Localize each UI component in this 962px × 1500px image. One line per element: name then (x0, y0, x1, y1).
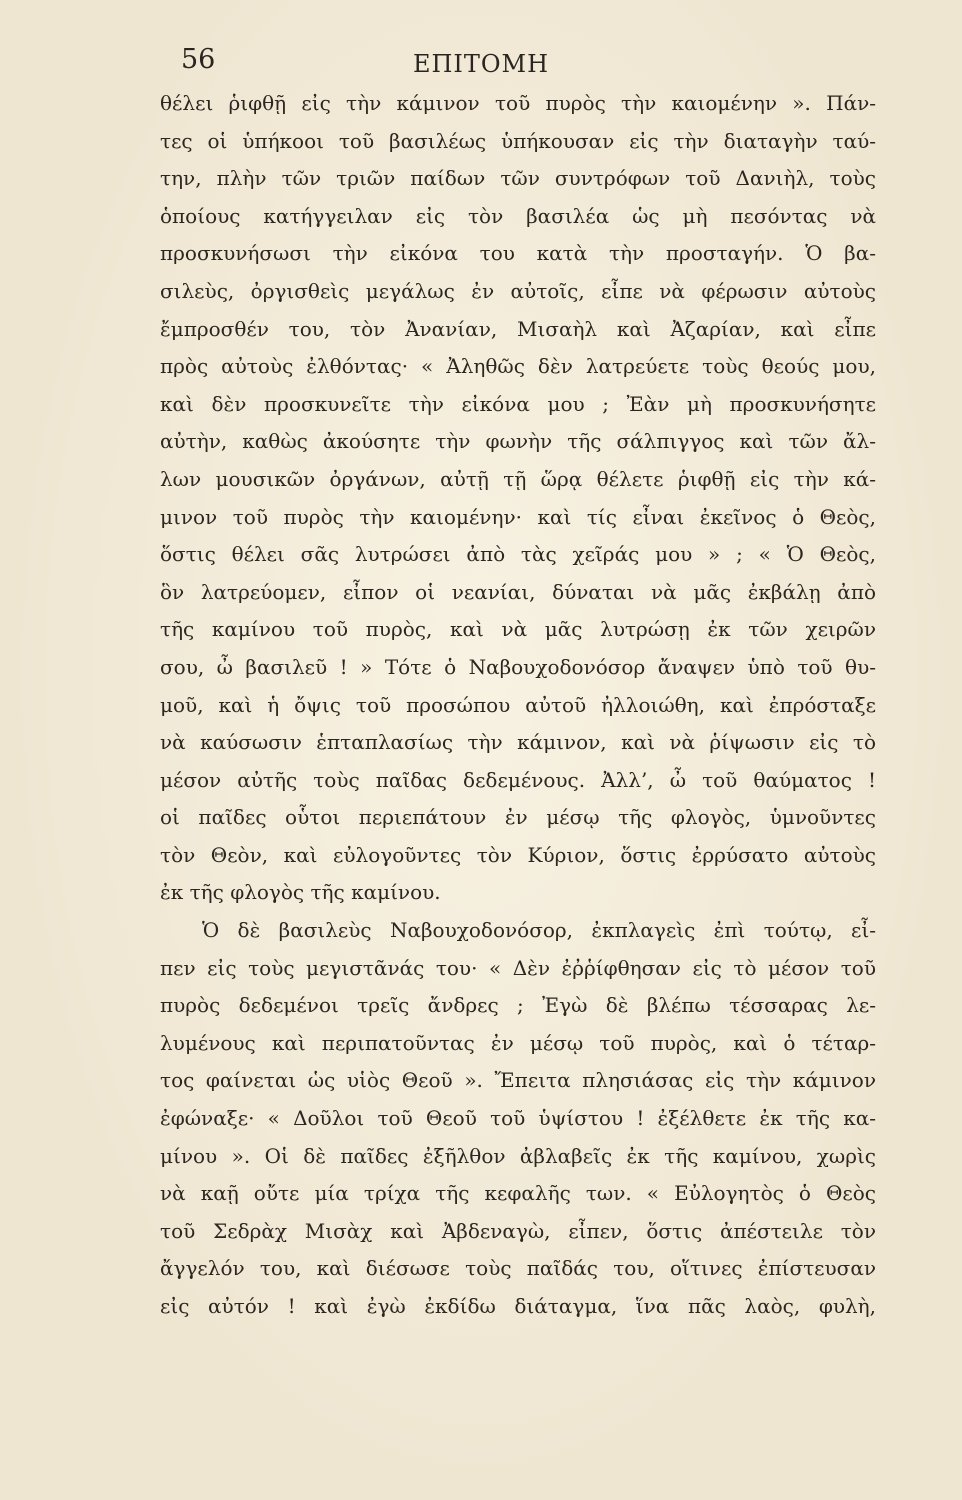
text-line: ὅστις θέλει σᾶς λυτρώσει ἀπὸ τὰς χεῖράς μου » ; « Ὁ Θεὸς, (160, 542, 876, 567)
text-line: νὰ καύσωσιν ἑπταπλασίως τὴν κάμινον, καὶ νὰ ῥίψωσιν εἰς τὸ (160, 730, 876, 755)
text-line: την, πλὴν τῶν τριῶν παίδων τῶν συντρόφων τοῦ Δανιὴλ, τοὺς (160, 166, 876, 191)
text-line: σιλεὺς, ὀργισθεὶς μεγάλως ἐν αὐτοῖς, εἶπε νὰ φέρωσιν αὐτοὺς (160, 278, 876, 303)
text-line: μινον τοῦ πυρὸς τὴν καιομένην· καὶ τίς εἶναι ἐκεῖνος ὁ Θεὸς, (160, 504, 876, 529)
text-line: τῆς καμίνου τοῦ πυρὸς, καὶ νὰ μᾶς λυτρώσῃ ἐκ τῶν χειρῶν (160, 617, 876, 642)
text-line: μοῦ, καὶ ἡ ὄψις τοῦ προσώπου αὐτοῦ ἠλλοιώθη, καὶ ἐπρόσταξε (160, 692, 876, 717)
text-line: εἰς αὐτόν ! καὶ ἐγὼ ἐκδίδω διάταγμα, ἵνα πᾶς λαὸς, φυλὴ, (160, 1294, 876, 1318)
text-line: τὸν Θεὸν, καὶ εὐλογοῦντες τὸν Κύριον, ὅστις ἐρρύσατο αὐτοὺς (160, 842, 876, 867)
text-line: λων μουσικῶν ὀργάνων, αὐτῇ τῇ ὥρᾳ θέλετε ῥιφθῇ εἰς τὴν κά- (160, 466, 876, 491)
text-line: ἐφώναξε· « Δοῦλοι τοῦ Θεοῦ τοῦ ὑψίστου ! ἐξέλθετε ἐκ τῆς κα- (160, 1106, 876, 1131)
paragraph-start-line: Ὁ δὲ βασιλεὺς Ναβουχοδονόσορ, ἐκπλαγεὶς ἐπὶ τούτῳ, εἶ- (202, 918, 876, 943)
text-line: αὐτὴν, καθὼς ἀκούσητε τὴν φωνὴν τῆς σάλπιγγος καὶ τῶν ἄλ- (160, 429, 876, 454)
text-line: ὁποίους κατήγγειλαν εἰς τὸν βασιλέα ὡς μὴ πεσόντας νὰ (160, 203, 876, 228)
text-line: θέλει ῥιφθῇ εἰς τὴν κάμινον τοῦ πυρὸς τὴν καιομένην ». Πάν- (160, 91, 876, 115)
text-line: προσκυνήσωσι τὴν εἰκόνα του κατὰ τὴν προσταγήν. Ὁ βα- (160, 241, 876, 266)
text-line: σου, ὦ βασιλεῦ ! » Τότε ὁ Ναβουχοδονόσορ ἄναψεν ὑπὸ τοῦ θυ- (160, 654, 876, 679)
paragraph-end-line: ἐκ τῆς φλογὸς τῆς καμίνου. (160, 880, 441, 905)
text-line: ἄγγελόν του, καὶ διέσωσε τοὺς παῖδάς του, οἵτινες ἐπίστευσαν (160, 1256, 876, 1281)
text-line: νὰ καῇ οὔτε μία τρίχα τῆς κεφαλῆς των. « Εὐλογητὸς ὁ Θεὸς (160, 1181, 876, 1206)
text-line: τοῦ Σεδρὰχ Μισὰχ καὶ Ἀβδεναγὼ, εἶπεν, ὅστις ἀπέστειλε τὸν (160, 1218, 876, 1243)
text-line: πυρὸς δεδεμένοι τρεῖς ἄνδρες ; Ἐγὼ δὲ βλέπω τέσσαρας λε- (160, 993, 876, 1018)
body-text (160, 85, 876, 1326)
text-line: πεν εἰς τοὺς μεγιστᾶνάς του· « Δὲν ἐῤῥίφθησαν εἰς τὸ μέσον τοῦ (160, 955, 876, 980)
text-line: ἔμπροσθέν του, τὸν Ἀνανίαν, Μισαὴλ καὶ Ἀζαρίαν, καὶ εἶπε (160, 316, 876, 341)
text-line: πρὸς αὐτοὺς ἐλθόντας· « Ἀληθῶς δὲν λατρεύετε τοὺς θεούς μου, (160, 354, 876, 379)
text-line: ὃν λατρεύομεν, εἶπον οἱ νεανίαι, δύναται νὰ μᾶς ἐκβάλῃ ἀπὸ (160, 579, 876, 604)
text-line: τος φαίνεται ὡς υἱὸς Θεοῦ ». Ἔπειτα πλησιάσας εἰς τὴν κάμινον (160, 1068, 876, 1093)
running-head: ΕΠΙΤΟΜΗ (412, 50, 550, 78)
text-line: τες οἱ ὑπήκοοι τοῦ βασιλέως ὑπήκουσαν εἰς τὴν διαταγὴν ταύ- (160, 128, 876, 153)
text-line: καὶ δὲν προσκυνεῖτε τὴν εἰκόνα μου ; Ἐὰν μὴ προσκυνήσητε (160, 391, 876, 416)
text-line: μίνου ». Οἱ δὲ παῖδες ἐξῆλθον ἀβλαβεῖς ἐκ τῆς καμίνου, χωρὶς (160, 1143, 876, 1168)
text-line: λυμένους καὶ περιπατοῦντας ἐν μέσῳ τοῦ πυρὸς, καὶ ὁ τέταρ- (160, 1030, 876, 1055)
text-line: μέσον αὐτῆς τοὺς παῖδας δεδεμένους. Ἀλλ’, ὦ τοῦ θαύματος ! (160, 767, 876, 792)
text-line: οἱ παῖδες οὗτοι περιεπάτουν ἐν μέσῳ τῆς φλογὸς, ὑμνοῦντες (160, 805, 876, 830)
page-number: 56 (181, 44, 216, 75)
